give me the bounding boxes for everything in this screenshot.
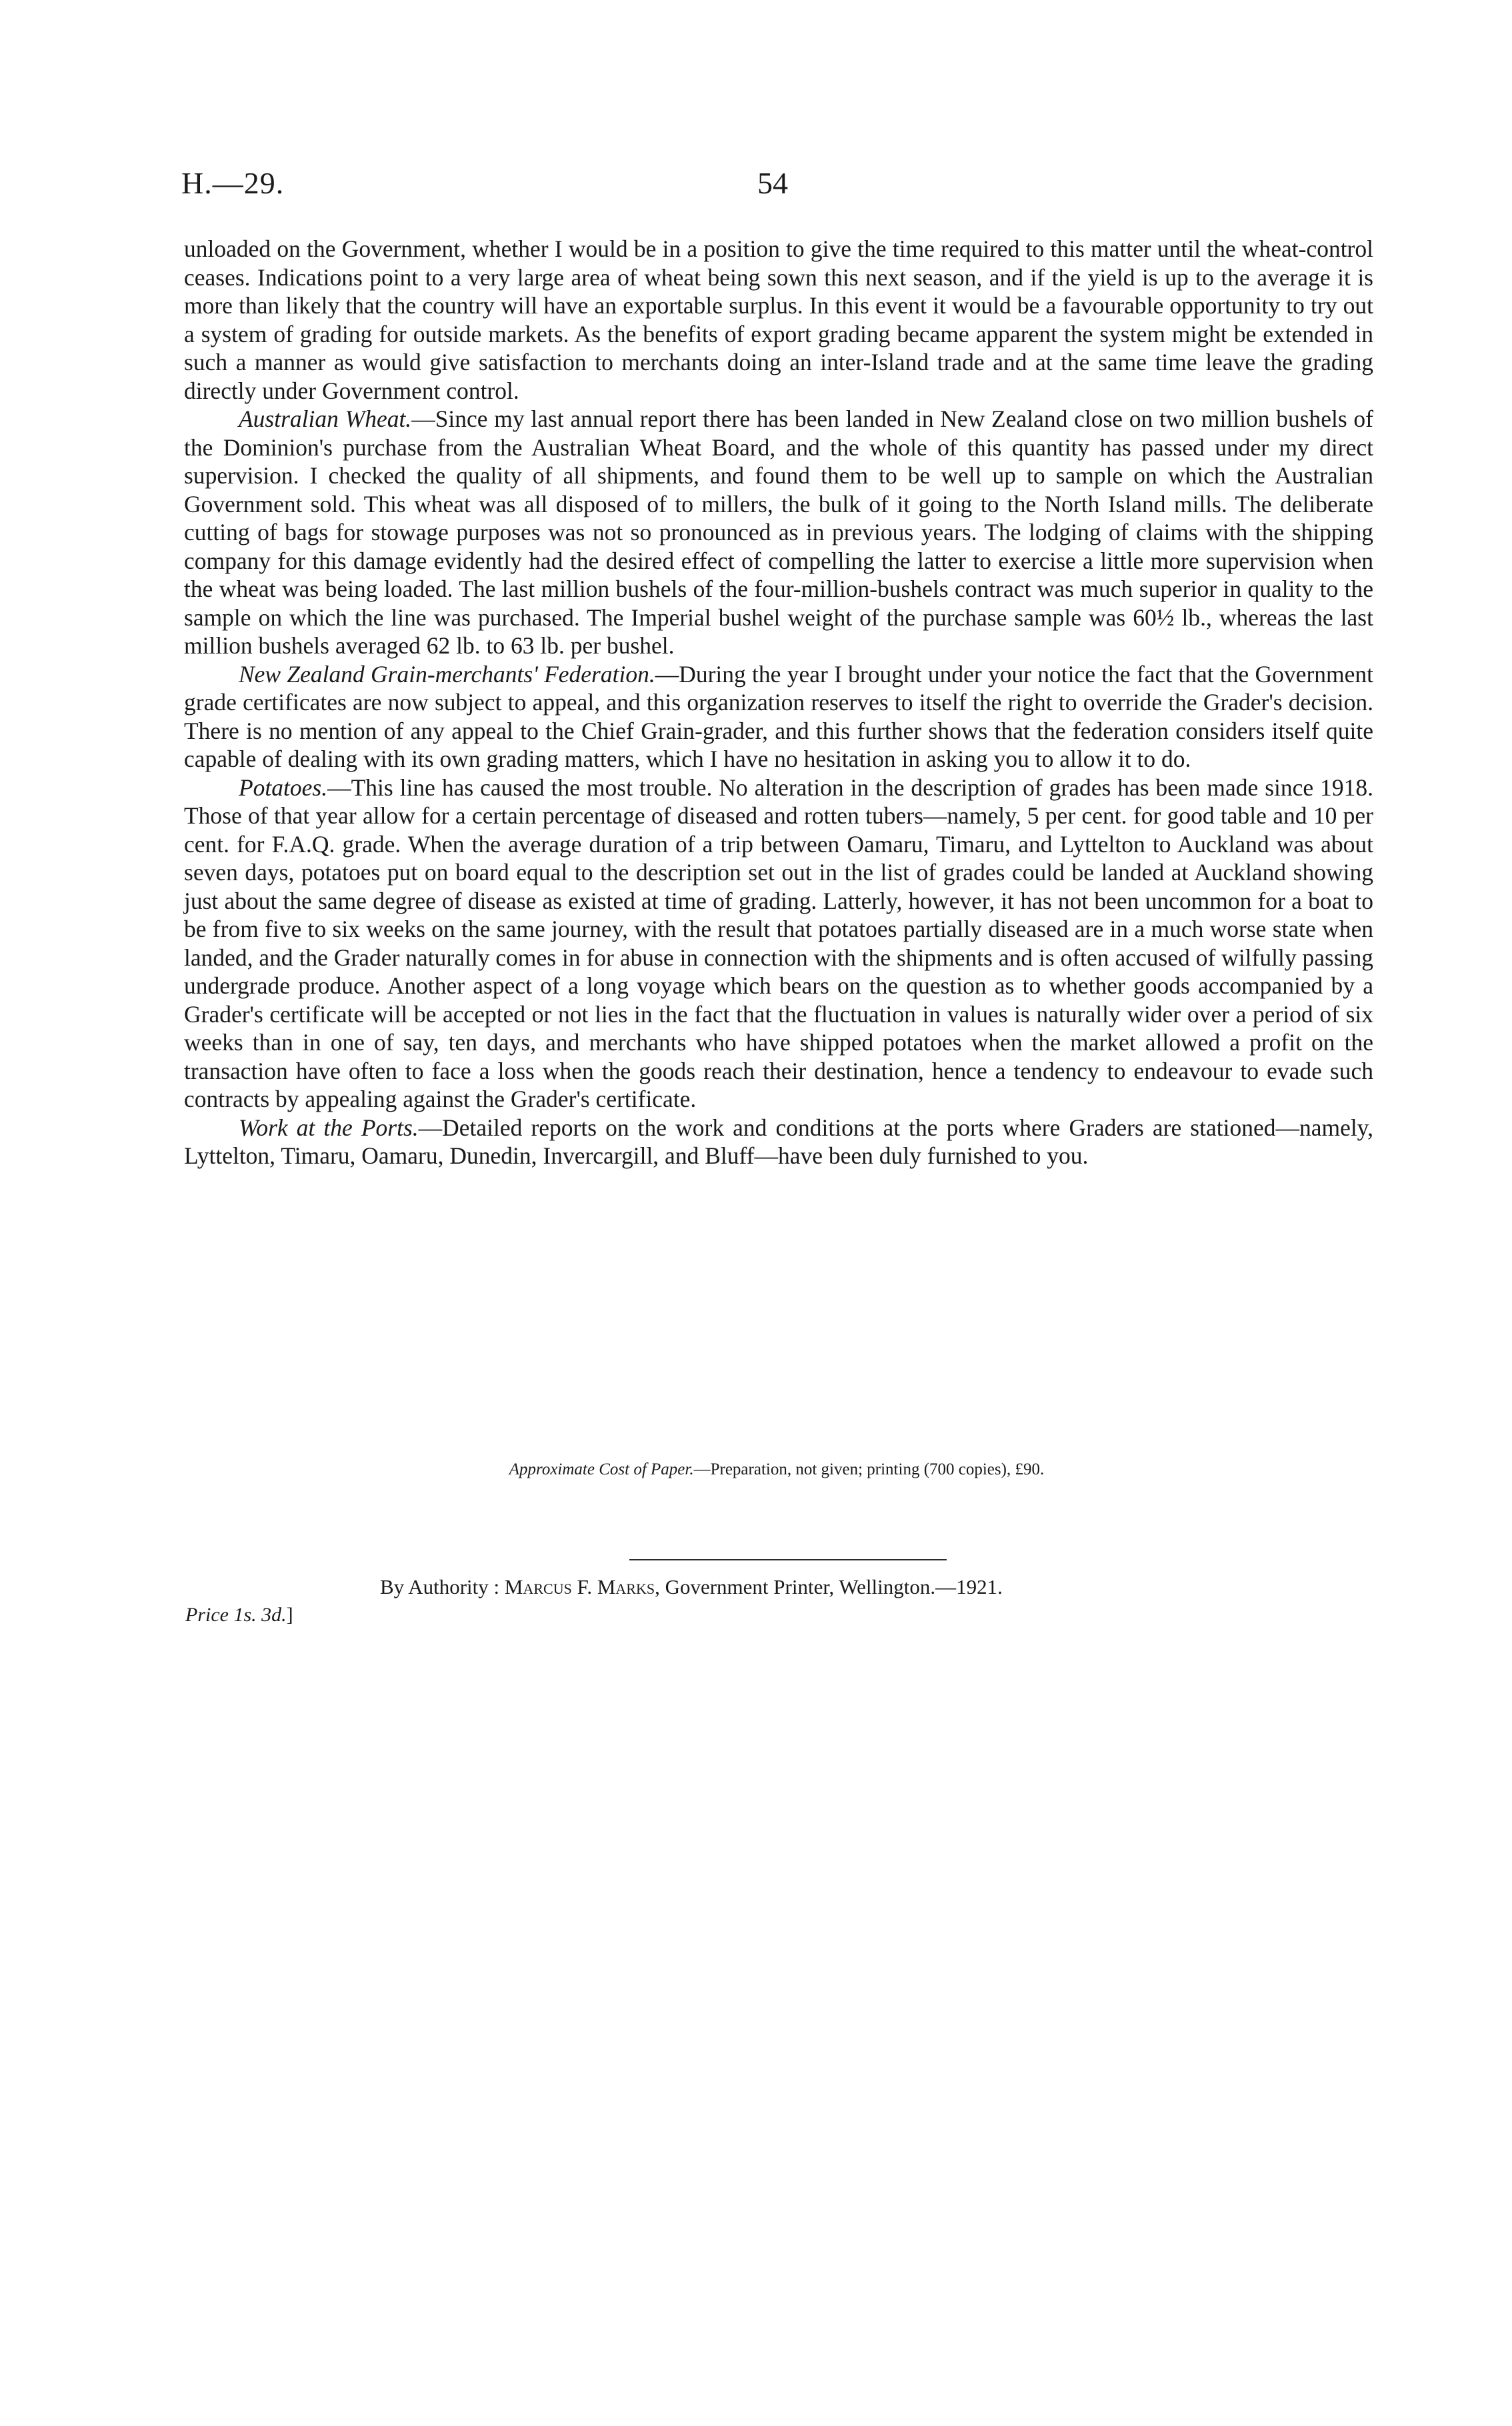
document-reference: H.—29. <box>181 166 285 200</box>
paragraph-work-at-ports <box>184 1114 1373 1170</box>
cost-of-paper-note <box>180 1460 1373 1479</box>
paragraph-text: —During the year I brought under your notice the fact that the Government grade certificates are now subject to appeal, and this organization reserves to itself the right to override the Grader's decision. There is no mention of any appeal to the Chief Grain-grader, and this further shows that the federation considers itself quite capable of dealing with its own grading matters, which I have no hesitation in asking you to allow it to do. <box>184 660 1373 772</box>
printer-imprint <box>380 1575 1003 1599</box>
paragraph-wheat-control <box>184 235 1373 405</box>
paragraph-australian-wheat <box>184 405 1373 660</box>
divider-rule <box>629 1559 947 1560</box>
section-title-work-at-ports: Work at the Ports. <box>239 1114 419 1141</box>
page-header <box>181 165 1375 205</box>
imprint-prefix: By Authority : <box>380 1575 500 1598</box>
section-title-australian-wheat: Australian Wheat. <box>239 405 412 432</box>
paragraph-grain-merchants-federation <box>184 660 1373 774</box>
paragraph-text: —Since my last annual report there has been landed in New Zealand close on two million bushels of the Dominion's purchase from the Australian Wheat Board, and the whole of this quantity has passed under my direct supervision. I checked the quality of all shipments, and found them to be well up to sample on which the Australian Government sold. This wheat was all disposed of to millers, the bulk of it going to the North Island mills. The deliberate cutting of bags for stowage purposes was not so pronounced as in previous years. The lodging of claims with the shipping company for this damage evidently had the desired effect of compelling the latter to exercise a little more supervision when the wheat was being loaded. The last million bushels of the four-million-bushels contract was much superior in quality to the sample on which the line was purchased. The Imperial bushel weight of the purchase sample was 60½ lb., whereas the last million bushels averaged 62 lb. to 63 lb. per bushel. <box>184 405 1373 659</box>
price-label <box>185 1604 293 1626</box>
imprint-suffix: Government Printer, Wellington.—1921. <box>665 1575 1003 1598</box>
cost-text: —Preparation, not given; printing (700 copies), £90. <box>693 1460 1045 1478</box>
paragraph-text: —This line has caused the most trouble. No alteration in the description of grades has been made since 1918. Those of that year allow for a certain percentage of diseased and rotten tubers—namely, 5 per cent. for good table and 10 per cent. for F.A.Q. grade. When the average duration of a trip between Oamaru, Timaru, and Lyttelton to Auckland was about seven days, potatoes put on board equal to the description set out in the list of grades could be landed at Auckland showing just about the same degree of disease as existed at time of grading. Latterly, however, it has not been uncommon for a boat to be from five to six weeks on the same journey, with the result that potatoes partially diseased are in a much worse state when landed, and the Grader naturally comes in for abuse in connection with the shipments and is often accused of wilfully passing undergrade produce. Another aspect of a long voyage which bears on the question as to whether goods accompanied by a Grader's certificate will be accepted or not lies in the fact that the fluctuation in values is naturally wider over a period of six weeks than in one of say, ten days, and merchants who have shipped potatoes when the market allowed a profit on the transaction have often to face a loss when the goods reach their destination, hence a tendency to endeavour to evade such contracts by appealing against the Grader's certificate. <box>184 774 1373 1112</box>
paragraph-text: —Detailed reports on the work and conditions at the ports where Graders are stationed—namely, Lyttelton, Timaru, Oamaru, Dunedin, Invercargill, and Bluff—have been duly furnished to you. <box>184 1114 1374 1169</box>
body-text <box>184 235 1373 1170</box>
section-title-potatoes: Potatoes. <box>239 774 328 801</box>
cost-label: Approximate Cost of Paper. <box>509 1460 694 1478</box>
paragraph-text: unloaded on the Government, whether I would be in a position to give the time required to this matter until the wheat-control ceases. Indications point to a very large area of wheat being sown this next season, and if the yield is up to the average it is more than likely that the country will have an exportable surplus. In this event it would be a favourable opportunity to try out a system of grading for outside markets. As the benefits of export grading became apparent the system might be extended in such a manner as would give satisfaction to merchants doing an inter-Island trade and at the same time leave the grading directly under Government control. <box>184 235 1373 404</box>
paragraph-potatoes <box>184 774 1373 1114</box>
price-bracket: ] <box>286 1604 293 1626</box>
printer-name: Marcus F. Marks, <box>504 1575 660 1598</box>
page-number: 54 <box>757 166 788 200</box>
price-text: Price 1s. 3d. <box>185 1604 287 1626</box>
section-title-grain-merchants-federation: New Zealand Grain-merchants' Federation. <box>239 660 655 688</box>
